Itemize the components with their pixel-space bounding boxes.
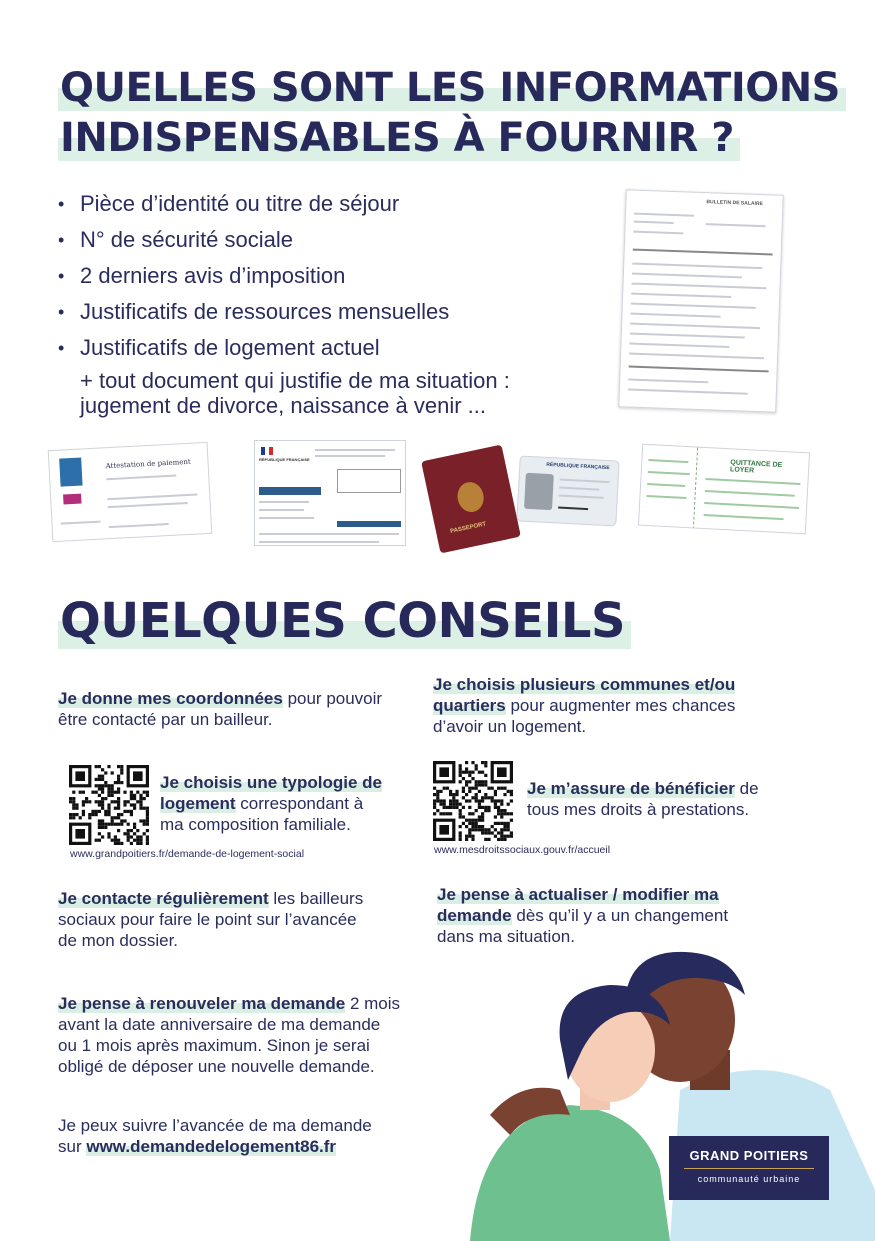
tip-actualiser: Je pense à actualiser / modifier ma demande dès qu’il y a un changement dans ma situation.	[437, 885, 729, 946]
bullet-icon: •	[58, 194, 65, 214]
rent-receipt-image	[638, 444, 810, 535]
payslip-title: BULLETIN DE SALAIRE	[706, 199, 763, 208]
tip-contacte: Je contacte régulièrement les bailleurs sociaux pour faire le point sur l’avancée de mon dossier.	[58, 889, 364, 950]
qr-code-mesdroitssociaux[interactable]	[433, 761, 513, 841]
caf-attestation-image	[48, 442, 213, 542]
tax-header: RÉPUBLIQUE FRANÇAISE	[259, 457, 310, 462]
tax-notice-image	[254, 440, 406, 546]
demande-logement-link[interactable]: www.demandedelogement86.fr	[86, 1137, 337, 1156]
tip-communes: Je choisis plusieurs communes et/ou quartiers pour augmenter mes chances d’avoir un logement.	[433, 675, 736, 736]
tip-droits: Je m’assure de bénéficier de tous mes droits à prestations.	[527, 779, 759, 819]
logo-name: GRAND POITIERS	[689, 1148, 809, 1163]
marianne-logo-icon	[261, 447, 273, 455]
section2-title: QUELQUES CONSEILS	[58, 597, 631, 645]
caf-logo-icon	[59, 458, 82, 487]
list-item: • Justificatifs de logement actuel	[58, 330, 618, 366]
url-mesdroitssociaux[interactable]: www.mesdroitssociaux.gouv.fr/accueil	[434, 844, 611, 856]
id-card-label: RÉPUBLIQUE FRANÇAISE	[546, 461, 610, 472]
section1-title-line2: INDISPENSABLES À FOURNIR ?	[58, 118, 740, 158]
passport-label: PASSEPORT	[449, 521, 487, 535]
list-item: • Justificatifs de ressources mensuelles	[58, 294, 618, 330]
caf-badge-icon	[63, 494, 81, 505]
caf-title: Attestation de paiement	[105, 457, 191, 471]
list-item: • 2 derniers avis d’imposition	[58, 258, 618, 294]
coat-of-arms-icon	[455, 480, 487, 515]
list-item: • Pièce d’identité ou titre de séjour	[58, 186, 618, 222]
bullet-icon: •	[58, 266, 65, 286]
grand-poitiers-logo	[669, 1136, 829, 1200]
logo-divider	[684, 1168, 814, 1169]
bullet-icon: •	[58, 302, 65, 322]
required-documents-list	[58, 186, 618, 366]
url-grandpoitiers[interactable]: www.grandpoitiers.fr/demande-de-logement-social	[70, 848, 305, 860]
qr-code-icon	[433, 761, 513, 841]
bullet-icon: •	[58, 338, 65, 358]
tip-typologie: Je choisis une typologie de logement correspondant à ma composition familiale.	[160, 773, 382, 834]
additional-documents-note: + tout document qui justifie de ma situation : jugement de divorce, naissance à venir ...	[80, 368, 510, 418]
qr-code-icon	[69, 765, 149, 845]
tip-coordonnees: Je donne mes coordonnées pour pouvoir être contacté par un bailleur.	[58, 689, 383, 729]
section1-title-line1: QUELLES SONT LES INFORMATIONS	[58, 68, 846, 108]
tip-renouveler: Je pense à renouveler ma demande 2 mois avant la date anniversaire de ma demande ou 1 mois après maximum. Sinon je serai obligé de déposer une nouvelle demande.	[58, 994, 401, 1076]
list-item: • N° de sécurité sociale	[58, 222, 618, 258]
id-photo-icon	[524, 473, 554, 510]
payslip-image	[618, 189, 784, 412]
bullet-icon: •	[58, 230, 65, 250]
qr-code-grandpoitiers[interactable]	[69, 765, 149, 845]
id-card-image	[516, 455, 619, 526]
tip-suivre: Je peux suivre l’avancée de ma demande sur www.demandedelogement86.fr	[58, 1116, 372, 1156]
passport-image	[421, 445, 521, 554]
logo-subtitle: communauté urbaine	[697, 1174, 801, 1184]
quittance-title: QUITTANCE DE LOYER	[729, 459, 783, 475]
